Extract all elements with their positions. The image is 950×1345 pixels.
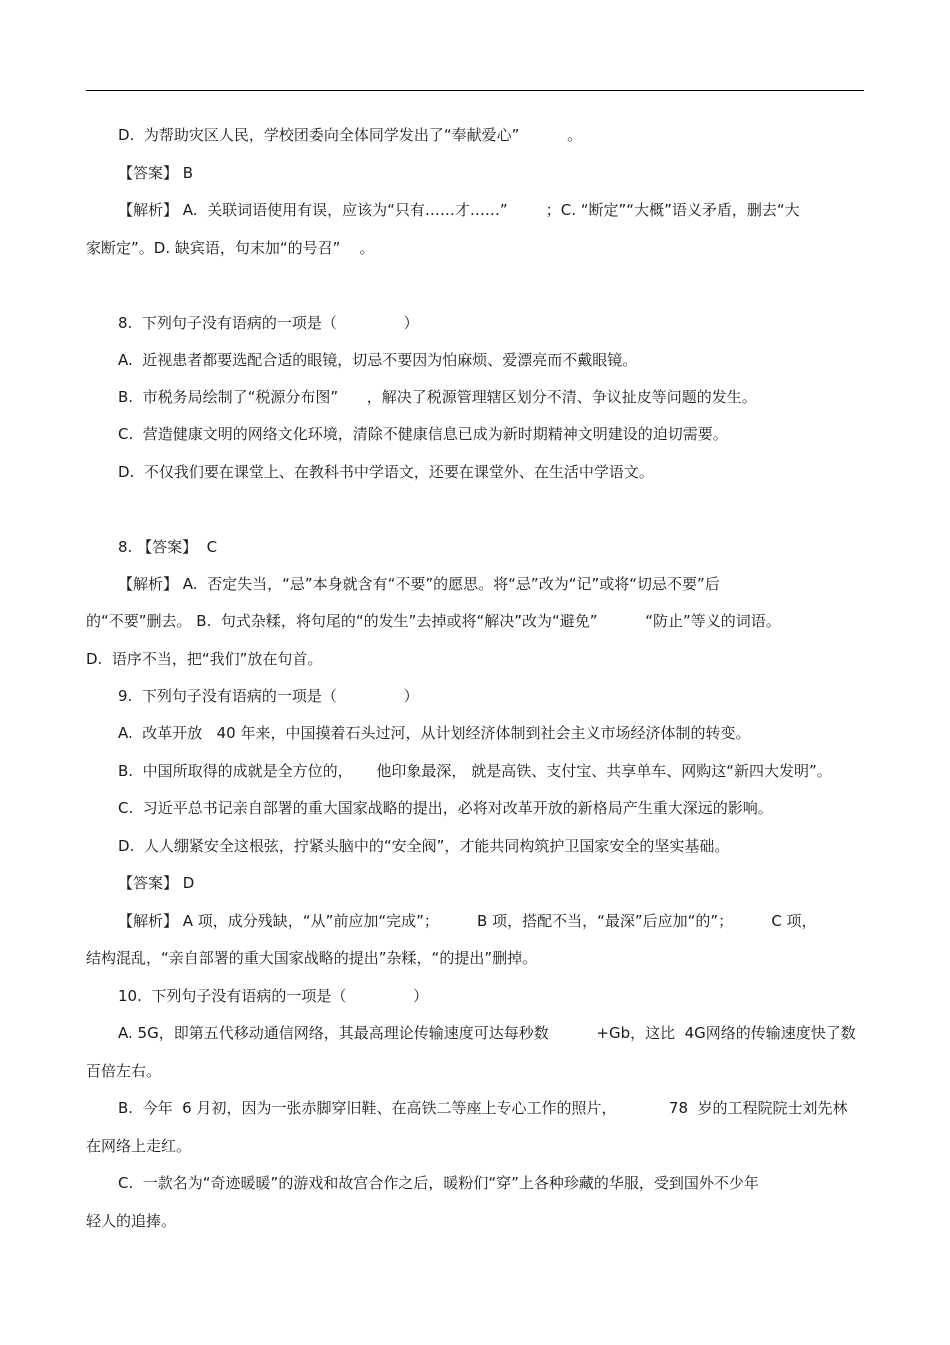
- question-10-stem: 10. 下列句子没有语病的一项是（ ）: [118, 987, 429, 1005]
- analysis-line: D. 语序不当，把“我们”放在句首。: [86, 650, 323, 668]
- option-line: D. 人人绷紧安全这根弦，拧紧头脑中的“安全阀”，才能共同构筑护卫国家安全的坚实基础。: [118, 837, 730, 855]
- analysis-line: 【解析】 A. 关联词语使用有误，应该为“只有……才……” ；C. “断定”“大概”语义矛盾，删去“大: [118, 201, 800, 219]
- option-line: B. 今年 6 月初，因为一张赤脚穿旧鞋、在高铁二等座上专心工作的照片， 78 岁的工程院院士刘先林: [118, 1099, 848, 1117]
- option-line: A. 改革开放 40 年来，中国摸着石头过河，从计划经济体制到社会主义市场经济体制的转变。: [118, 724, 751, 742]
- option-line: A. 近视患者都要选配合适的眼镜，切忌不要因为怕麻烦、爱漂亮而不戴眼镜。: [118, 351, 638, 369]
- option-line: B. 中国所取得的成就是全方位的， 他印象最深， 就是高铁、支付宝、共享单车、网购这“新四大发明”。: [118, 762, 832, 780]
- analysis-line: 结构混乱，“亲自部署的重大国家战略的提出”杂糅，“的提出”删掉。: [86, 949, 538, 967]
- header-rule: [86, 90, 864, 91]
- option-line: B. 市税务局绘制了“税源分布图” ，解决了税源管理辖区划分不清、争议扯皮等问题的发生。: [118, 388, 757, 406]
- question-9-stem: 9. 下列句子没有语病的一项是（ ）: [118, 687, 419, 705]
- option-line: 百倍左右。: [86, 1062, 162, 1080]
- analysis-line: 【解析】 A. 否定失当，“忌”本身就含有“不要”的愿思。将“忌”改为“记”或将“切忌不要”后: [118, 575, 720, 593]
- analysis-line: 的“不要”删去。 B. 句式杂糅，将句尾的“的发生”去掉或将“解决”改为“避免” “防止”等义的词语。: [86, 612, 781, 630]
- answer-line: 【答案】 D: [118, 874, 195, 892]
- analysis-line: 家断定”。D. 缺宾语，句末加“的号召” 。: [86, 239, 375, 257]
- answer-line: 8. 【答案】 C: [118, 538, 218, 556]
- answer-line: 【答案】 B: [118, 164, 194, 182]
- analysis-line: 【解析】 A 项，成分残缺，“从”前应加“完成”； B 项，搭配不当，“最深”后应加“的”； C 项，: [118, 912, 817, 930]
- option-line: 轻人的追捧。: [86, 1212, 177, 1230]
- option-line: C. 营造健康文明的网络文化环境，清除不健康信息已成为新时期精神文明建设的迫切需要。: [118, 425, 728, 443]
- question-8-stem: 8. 下列句子没有语病的一项是（ ）: [118, 314, 419, 332]
- option-line: A. 5G，即第五代移动通信网络，其最高理论传输速度可达每秒数 +Gb，这比 4G网络的传输速度快了数: [118, 1024, 856, 1042]
- option-line: C. 一款名为“奇迹暖暖”的游戏和故宫合作之后，暖粉们“穿”上各种珍藏的华服，受到国外不少年: [118, 1174, 759, 1192]
- option-line: C. 习近平总书记亲自部署的重大国家战略的提出，必将对改革开放的新格局产生重大深远的影响。: [118, 799, 773, 817]
- option-line: D. 不仅我们要在课堂上、在教科书中学语文，还要在课堂外、在生活中学语文。: [118, 463, 654, 481]
- option-line: D. 为帮助灾区人民，学校团委向全体同学发出了“奉献爱心” 。: [118, 126, 583, 144]
- option-line: 在网络上走红。: [86, 1137, 192, 1155]
